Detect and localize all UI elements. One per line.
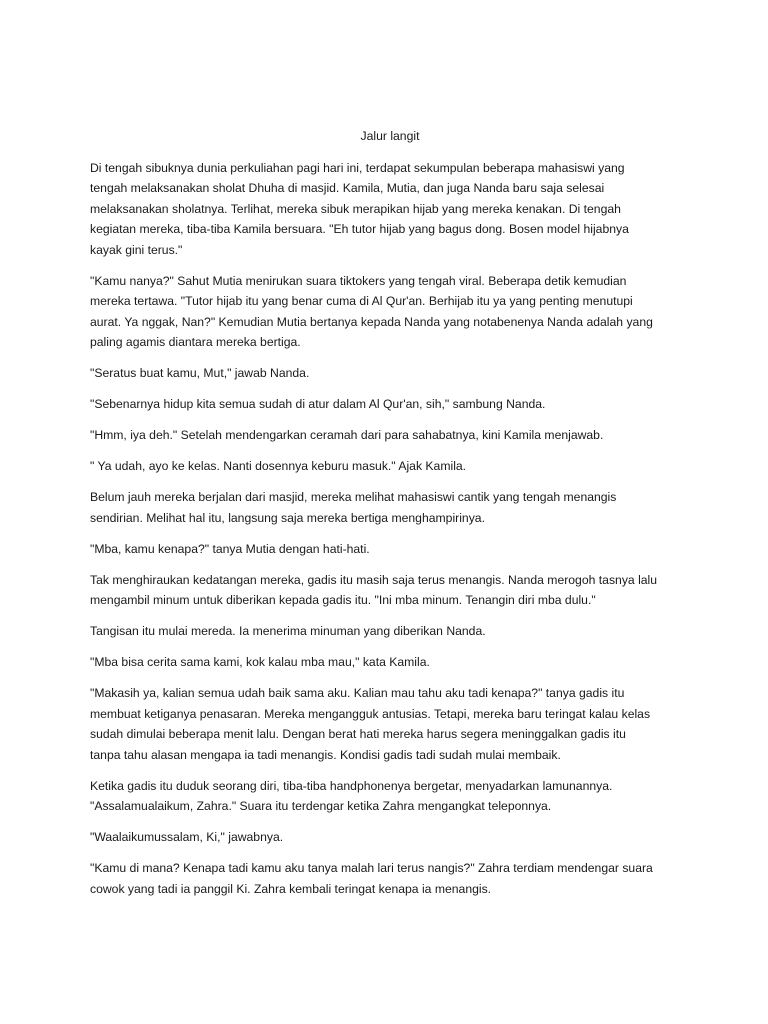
paragraph (90, 487, 690, 528)
paragraph (90, 858, 690, 899)
paragraph-line: " Ya udah, ayo ke kelas. Nanti dosennya keburu masuk." Ajak Kamila. (90, 459, 467, 473)
paragraph-line: membuat ketiganya penasaran. Mereka mengangguk antusias. Tetapi, mereka baru teringat kalau kelas (90, 706, 651, 721)
paragraph (90, 271, 690, 353)
paragraph (90, 425, 690, 446)
paragraph-list (90, 158, 690, 900)
paragraph-line: Belum jauh mereka berjalan dari masjid, mereka melihat mahasiswi cantik yang tengah menangis (90, 490, 617, 504)
paragraph-line: "Waalaikumussalam, Ki," jawabnya. (90, 830, 284, 844)
paragraph-line: kayak gini terus." (90, 242, 183, 257)
paragraph (90, 456, 690, 477)
document-title: Jalur langit (360, 129, 420, 143)
paragraph-line: "Mba, kamu kenapa?" tanya Mutia dengan hati-hati. (90, 541, 370, 556)
paragraph (90, 827, 690, 848)
paragraph-line: paling agamis diantara mereka bertiga. (90, 335, 301, 349)
paragraph-line: "Kamu nanya?" Sahut Mutia menirukan suara tiktokers yang tengah viral. Beberapa detik kemudian (90, 273, 627, 288)
paragraph (90, 621, 690, 642)
paragraph (90, 683, 690, 765)
paragraph (90, 652, 690, 673)
paragraph-line: "Seratus buat kamu, Mut," jawab Nanda. (90, 366, 310, 380)
paragraph-line: Ketika gadis itu duduk seorang diri, tiba-tiba handphonenya bergetar, menyadarkan lamunannya. (90, 778, 613, 793)
paragraph-line: sudah dimulai beberapa menit lalu. Dengan berat hati mereka harus segera meninggalkan gadis itu (90, 727, 626, 741)
paragraph (90, 363, 690, 384)
paragraph-line: Di tengah sibuknya dunia perkuliahan pagi hari ini, terdapat sekumpulan beberapa mahasiswi yang (90, 160, 625, 175)
paragraph-line: Tak menghiraukan kedatangan mereka, gadis itu masih saja terus menangis. Nanda merogoh tasnya lalu (90, 572, 658, 587)
document-body (90, 126, 690, 910)
paragraph-line: Tangisan itu mulai mereda. Ia menerima minuman yang diberikan Nanda. (90, 624, 486, 638)
paragraph (90, 539, 690, 560)
paragraph-line: "Mba bisa cerita sama kami, kok kalau mba mau," kata Kamila. (90, 655, 430, 669)
paragraph (90, 158, 690, 261)
paragraph-line: mengambil minum untuk diberikan kepada gadis itu. "Ini mba minum. Tenangin diri mba dulu." (90, 593, 596, 607)
paragraph-line: sendirian. Melihat hal itu, langsung saja mereka bertiga menghampirinya. (90, 510, 485, 525)
paragraph-line: "Assalamualaikum, Zahra." Suara itu terdengar ketika Zahra mengangkat teleponnya. (90, 799, 552, 813)
paragraph-line: tanpa tahu alasan mengapa ia tadi menangis. Kondisi gadis tadi sudah mulai membaik. (90, 747, 561, 762)
paragraph-line: "Sebenarnya hidup kita semua sudah di atur dalam Al Qur'an, sih," sambung Nanda. (90, 397, 546, 411)
paragraph-line: "Hmm, iya deh." Setelah mendengarkan ceramah dari para sahabatnya, kini Kamila menjawab. (90, 428, 604, 442)
paragraph (90, 570, 690, 611)
paragraph-line: kegiatan mereka, tiba-tiba Kamila bersuara. "Eh tutor hijab yang bagus dong. Bosen model hijabnya (90, 222, 629, 236)
paragraph (90, 394, 690, 415)
paragraph-line: melaksanakan sholatnya. Terlihat, mereka sibuk merapikan hijab yang mereka kenakan. Di tengah (90, 201, 621, 216)
paragraph-line: cowok yang tadi ia panggil Ki. Zahra kembali teringat kenapa ia menangis. (90, 881, 492, 896)
paragraph-line: aurat. Ya nggak, Nan?" Kemudian Mutia bertanya kepada Nanda yang notabenenya Nanda adalah yang (90, 314, 653, 329)
paragraph-line: "Makasih ya, kalian semua udah baik sama aku. Kalian mau tahu aku tadi kenapa?" tanya gadis itu (90, 686, 625, 700)
paragraph-line: "Kamu di mana? Kenapa tadi kamu aku tanya malah lari terus nangis?" Zahra terdiam mendengar suara (90, 861, 653, 875)
paragraph-line: mereka tertawa. "Tutor hijab itu yang benar cuma di Al Qur'an. Berhijab itu ya yang penting menutupi (90, 294, 633, 308)
paragraph (90, 776, 690, 817)
paragraph-line: tengah melaksanakan sholat Dhuha di masjid. Kamila, Mutia, dan juga Nanda baru saja selesai (90, 181, 605, 195)
